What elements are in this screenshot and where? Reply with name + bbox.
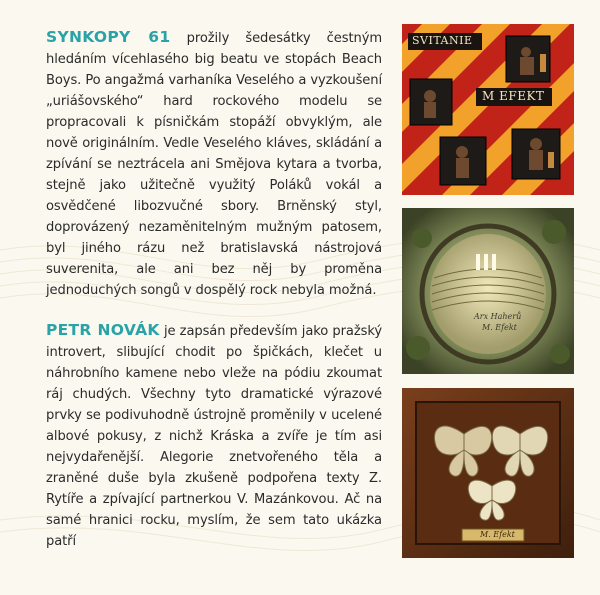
cover-plaque-text: M. Efekt xyxy=(480,530,515,539)
cover-handwriting-1: Arx Haherů xyxy=(474,312,522,321)
artist-name-novak: PETR NOVÁK xyxy=(46,321,160,339)
album-cover-butterflies xyxy=(402,388,574,558)
cover-band-label: M EFEKT xyxy=(482,89,545,103)
cover-title-svitanie: SVITANIE xyxy=(412,34,473,47)
article-text xyxy=(46,27,382,571)
album-cover-svitanie xyxy=(402,24,574,195)
paragraph-synkopy xyxy=(46,27,382,301)
cover-handwriting-2: M. Efekt xyxy=(482,323,517,332)
paragraph-body: je zapsán především jako pražský introvert, slibující chodit po špičkách, klečet u náhrobního kamene nebo vleže na pódiu zkoumat ráj chudých. Všechny tyto dramatické výrazové prvky se podivuhodně ústrojně proměnily v ucelené albové pokusy, z nichž Kráska a zvíře je tím asi nejvydařenější. Alegorie znetvořeného těla a zraněné duše byla zkušeně podpořena texty Z. Rytíře a zpívající partnerkou V. Mazánkovou. Ač na samé hranici rocku, myslím, že sem tato ukázka patří xyxy=(46,324,382,549)
band-name-synkopy: SYNKOPY 61 xyxy=(46,28,171,46)
paragraph-novak xyxy=(46,320,382,552)
album-cover-2 xyxy=(402,208,574,374)
paragraph-body: prožily šedesátky čestným hledáním vícehlasého big beatu ve stopách Beach Boys. Po angažmá varhaníka Veselého a vyzkoušení „uriášovského“ hard rockového modelu se propracovali k písničkám stopáží obvyklým, ale nově originálním. Vedle Veselého kláves, skládání a zpívání se neztrácela ani Smějova kytara a tvorba, stejně jako užitečně využitý Poláků vokál a osvědčené libozvučné sbory. Brněnský styl, doprovázený nezaměnitelným mužným patosem, byl jiného rázu než bratislavská nástrojová suverenita, ale ani bez něj by proměna jednoduchých songů v dospělý rock nebyla možná. xyxy=(46,31,382,298)
